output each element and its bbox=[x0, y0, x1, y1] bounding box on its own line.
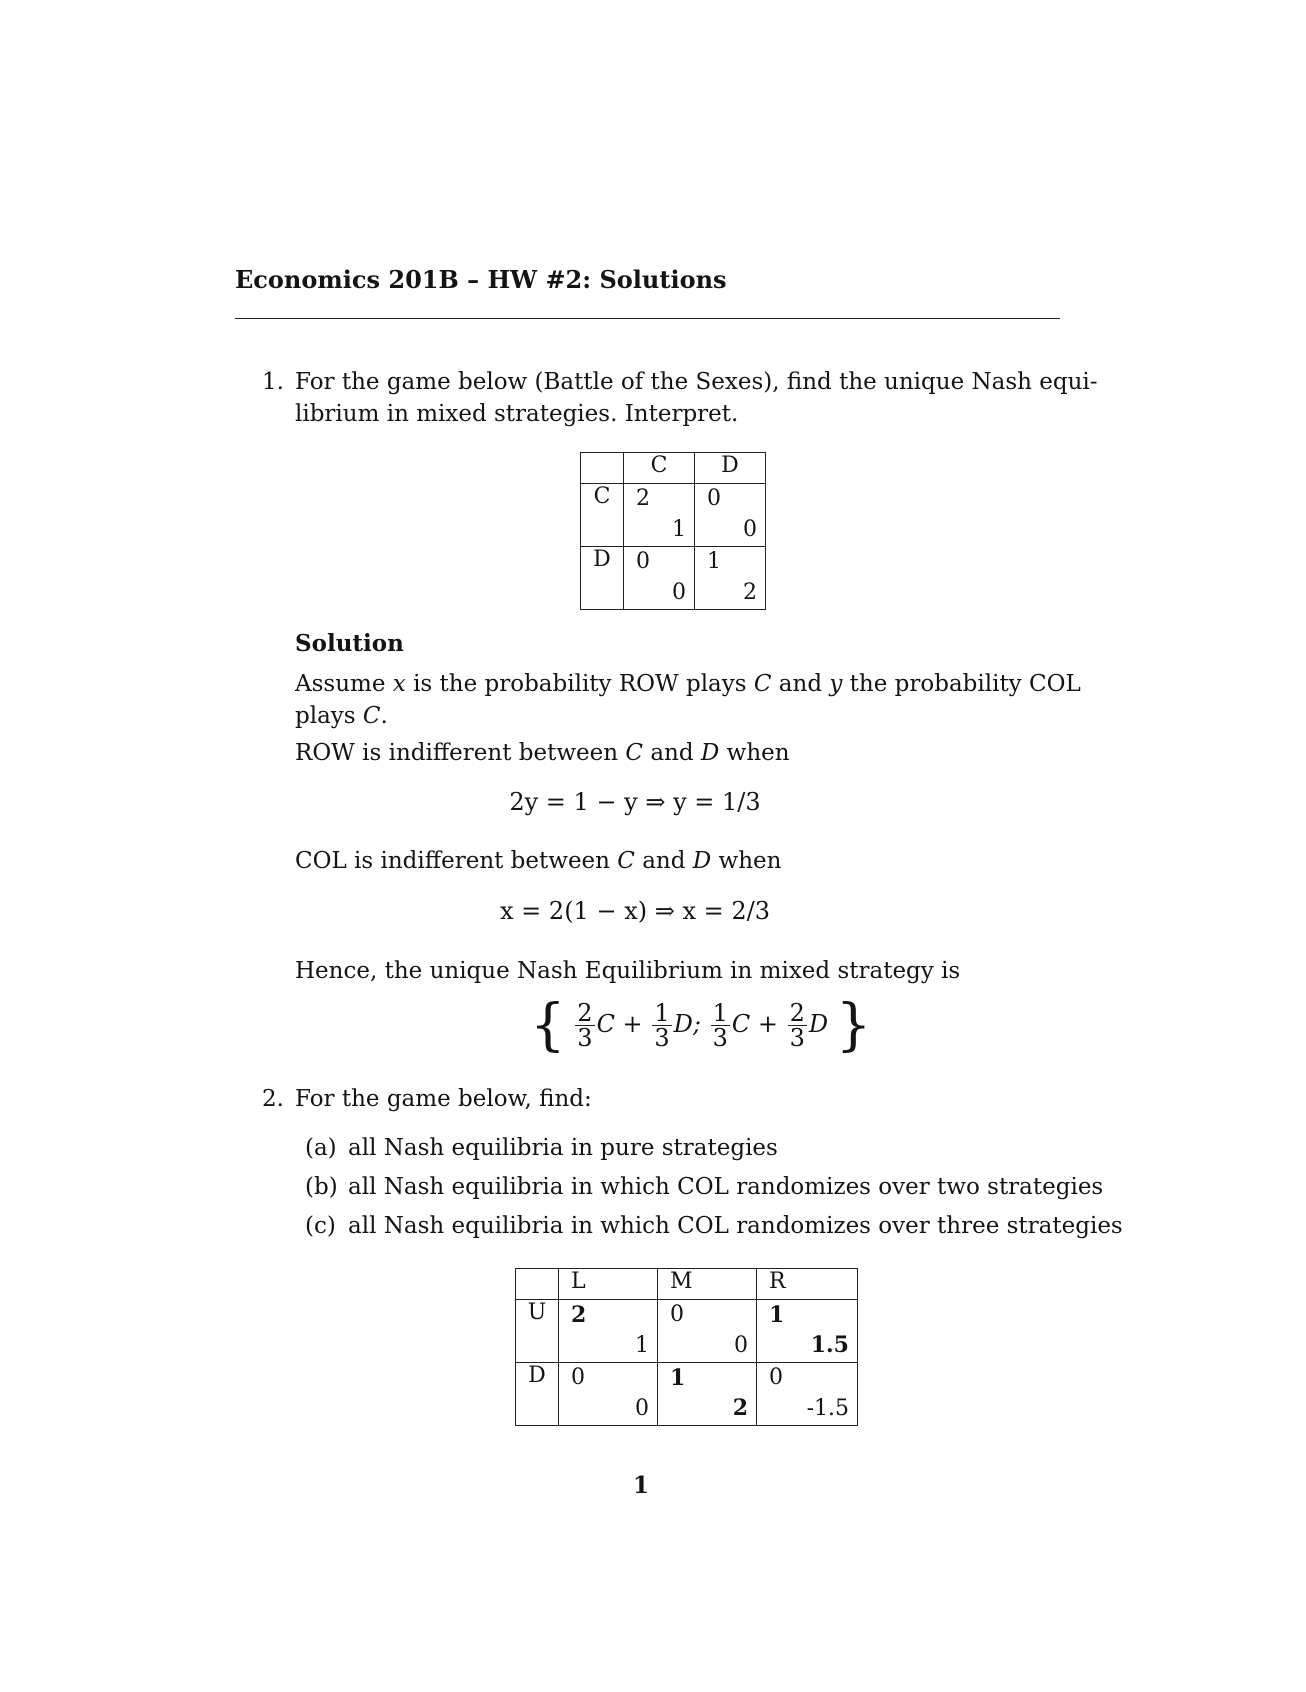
payoff-cell bbox=[695, 484, 766, 547]
col-header-r: R bbox=[757, 1269, 858, 1300]
row-payoff: 0 bbox=[670, 1302, 684, 1327]
payoff-cell bbox=[658, 1300, 757, 1363]
col-indifference-text: COL is indifferent between C and D when bbox=[295, 848, 782, 874]
solution-assume-line: Assume x is the probability ROW plays C and y the probability COL bbox=[295, 671, 1081, 697]
row-payoff: 0 bbox=[707, 486, 721, 511]
corner-cell bbox=[516, 1269, 559, 1300]
hence-text: Hence, the unique Nash Equilibrium in mixed strategy is bbox=[295, 958, 961, 984]
payoff-cell bbox=[559, 1363, 658, 1426]
col-payoff: 1.5 bbox=[810, 1332, 849, 1358]
row-payoff: 1 bbox=[670, 1365, 686, 1391]
q1-number: 1. bbox=[262, 369, 284, 395]
col-indifference-equation: x = 2(1 − x) ⇒ x = 2/3 bbox=[500, 897, 770, 925]
payoff-cell bbox=[559, 1300, 658, 1363]
q2-part-a-text: all Nash equilibria in pure strategies bbox=[348, 1135, 778, 1161]
q2-number: 2. bbox=[262, 1086, 284, 1112]
q1-text-line2: librium in mixed strategies. Interpret. bbox=[295, 401, 739, 427]
row-label-d: D bbox=[581, 547, 624, 610]
col-header-l: L bbox=[559, 1269, 658, 1300]
payoff-cell bbox=[695, 547, 766, 610]
solution-plays-line: plays C. bbox=[295, 703, 388, 729]
q2-part-a-label: (a) bbox=[305, 1135, 337, 1161]
col-payoff: 2 bbox=[743, 580, 757, 605]
payoff-cell bbox=[624, 547, 695, 610]
page-title: Economics 201B – HW #2: Solutions bbox=[235, 265, 727, 294]
col-header-c: C bbox=[624, 453, 695, 484]
page-number: 1 bbox=[633, 1472, 650, 1499]
row-indifference-text: ROW is indifferent between C and D when bbox=[295, 740, 790, 766]
q2-payoff-matrix bbox=[515, 1268, 858, 1426]
col-payoff: 1 bbox=[635, 1333, 649, 1358]
q2-part-b-label: (b) bbox=[305, 1174, 338, 1200]
col-payoff: 0 bbox=[734, 1333, 748, 1358]
col-payoff: 1 bbox=[672, 517, 686, 542]
q2-part-c-label: (c) bbox=[305, 1213, 336, 1239]
row-payoff: 0 bbox=[769, 1365, 783, 1390]
title-rule bbox=[235, 318, 1060, 319]
nash-equilibrium-expression: { $\frac{2}{3}$ C + $\frac{1}{3}$ D; $\frac{1}{3}$ C + $\frac{2}{3}$ D } bbox=[530, 993, 872, 1058]
col-payoff: 0 bbox=[743, 517, 757, 542]
col-payoff: 2 bbox=[732, 1395, 748, 1421]
col-payoff: -1.5 bbox=[806, 1396, 849, 1421]
row-payoff: 2 bbox=[571, 1302, 587, 1328]
q2-part-b-text: all Nash equilibria in which COL randomizes over two strategies bbox=[348, 1174, 1104, 1200]
row-payoff: 0 bbox=[571, 1365, 585, 1390]
row-payoff: 0 bbox=[636, 549, 650, 574]
q1-text-line1: For the game below (Battle of the Sexes), find the unique Nash equi- bbox=[295, 369, 1098, 395]
row-payoff: 1 bbox=[769, 1302, 785, 1328]
row-indifference-equation: 2y = 1 − y ⇒ y = 1/3 bbox=[509, 788, 761, 816]
q2-part-c-text: all Nash equilibria in which COL randomizes over three strategies bbox=[348, 1213, 1123, 1239]
col-payoff: 0 bbox=[672, 580, 686, 605]
col-header-d: D bbox=[695, 453, 766, 484]
row-label-d: D bbox=[516, 1363, 559, 1426]
payoff-cell bbox=[624, 484, 695, 547]
row-payoff: 2 bbox=[636, 486, 650, 511]
payoff-cell bbox=[658, 1363, 757, 1426]
row-label-u: U bbox=[516, 1300, 559, 1363]
col-payoff: 0 bbox=[635, 1396, 649, 1421]
row-payoff: 1 bbox=[707, 549, 721, 574]
q1-payoff-matrix bbox=[580, 452, 766, 610]
col-header-m: M bbox=[658, 1269, 757, 1300]
corner-cell bbox=[581, 453, 624, 484]
payoff-cell bbox=[757, 1363, 858, 1426]
row-label-c: C bbox=[581, 484, 624, 547]
payoff-cell bbox=[757, 1300, 858, 1363]
q2-intro: For the game below, find: bbox=[295, 1086, 592, 1112]
solution-heading: Solution bbox=[295, 630, 404, 657]
